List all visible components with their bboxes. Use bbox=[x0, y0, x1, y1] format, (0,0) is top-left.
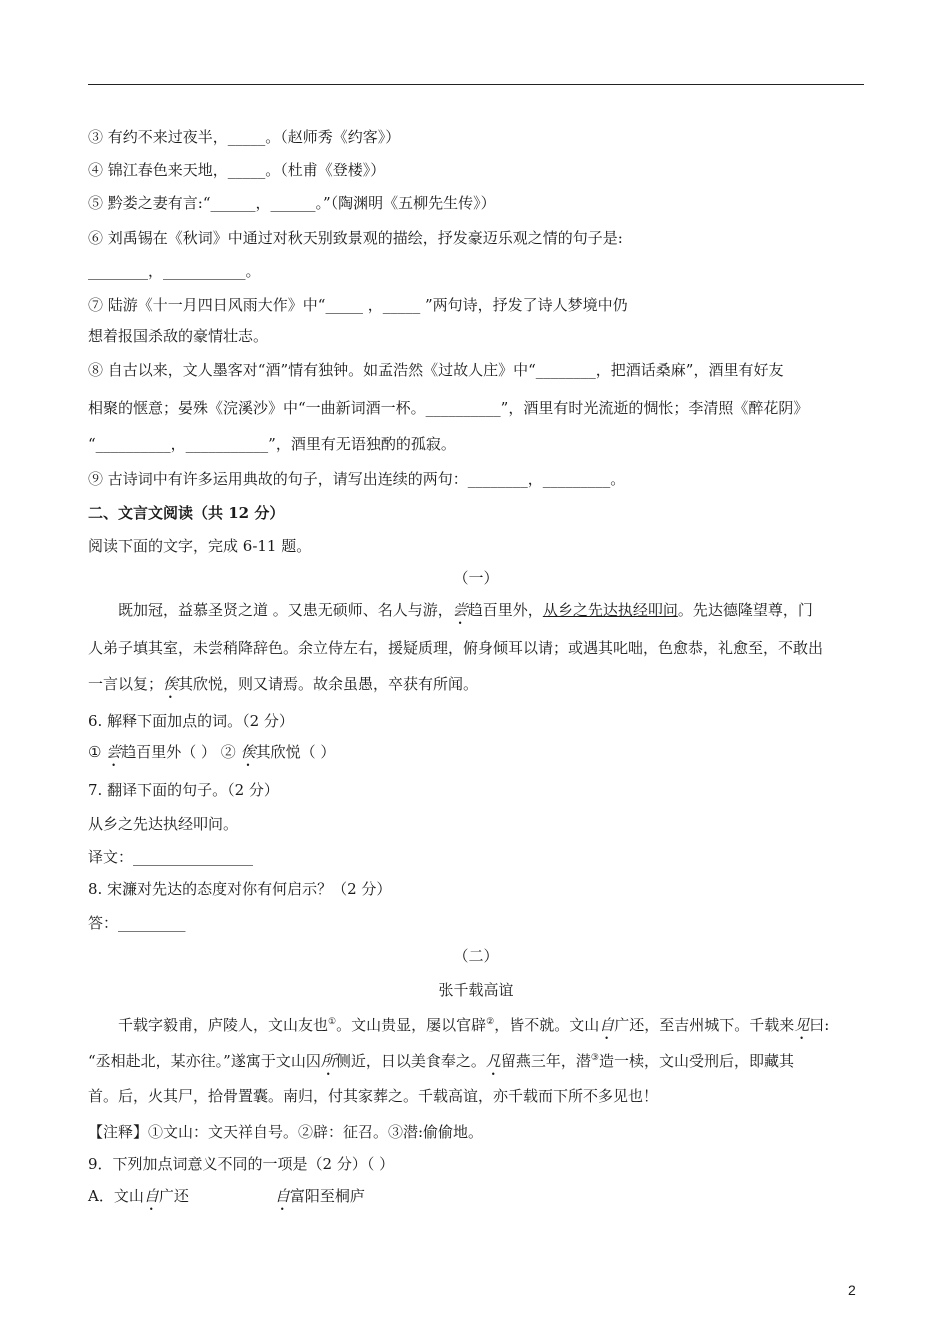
annotation-note: 【注释】①文山：文天祥自号。②辟：征召。③潜:偷偷地。 bbox=[88, 1123, 484, 1141]
blank-item-7: ⑦ 陆游《十一月四日风雨大作》中“_____ ，_____ ”两句诗，抒发了诗人梦境中仍 bbox=[88, 296, 628, 314]
question-9-option-a: A．文山自广还 自富阳至桐庐 bbox=[88, 1187, 365, 1205]
blank-item-3: ③ 有约不来过夜半，_____。（赵师秀《约客》） bbox=[88, 128, 401, 146]
blank-item-8-cont: 相聚的惬意；晏殊《浣溪沙》中“一曲新词酒一杯。__________”，酒里有时光流逝的惆怅；李清照《醉花阴》 bbox=[88, 399, 809, 417]
passage-2-heading: （二） bbox=[453, 947, 499, 965]
page-number: 2 bbox=[848, 1282, 856, 1298]
passage-2-line-3: 首。后，火其尸，拾骨置囊。南归，付其家葬之。千载高谊，亦千载而下所不多见也！ bbox=[88, 1087, 659, 1105]
question-7-sentence: 从乡之先达执经叩问。 bbox=[88, 815, 239, 833]
blank-item-7-cont: 想着报国杀敌的豪情壮志。 bbox=[88, 327, 269, 345]
question-9: 9．下列加点词意义不同的一项是（2 分）（ ） bbox=[88, 1155, 395, 1173]
question-7: 7. 翻译下面的句子。（2 分） bbox=[88, 781, 279, 799]
blank-item-8: ⑧ 自古以来，文人墨客对“酒”情有独钟。如孟浩然《过故人庄》中“________，把酒话桑麻”，酒里有好友 bbox=[88, 361, 784, 379]
blank-item-6: ⑥ 刘禹锡在《秋词》中通过对秋天别致景观的描绘，抒发豪迈乐观之情的句子是: bbox=[88, 229, 623, 247]
blank-item-9: ⑨ 古诗词中有许多运用典故的句子，请写出连续的两句：________，_________。 bbox=[88, 470, 626, 488]
question-7-answer: 译文：________________ bbox=[88, 848, 254, 866]
blank-item-4: ④ 锦江春色来天地，_____。（杜甫《登楼》） bbox=[88, 161, 386, 179]
blank-item-6-answer: ________，___________。 bbox=[88, 262, 261, 280]
section-2-instruction: 阅读下面的文字，完成 6-11 题。 bbox=[88, 537, 312, 555]
question-6-items: ① 尝趋百里外（ ） ② 俟其欣悦（ ） bbox=[88, 743, 336, 761]
passage-1-line-1: 既加冠，益慕圣贤之道 。又患无硕师、名人与游，尝趋百里外，从乡之先达执经叩问。先达德隆望尊，门 bbox=[118, 601, 813, 619]
passage-1-line-2: 人弟子填其室，未尝稍降辞色。余立侍左右，援疑质理，俯身倾耳以请；或遇其叱咄，色愈恭，礼愈至，不敢出 bbox=[88, 639, 824, 657]
passage-1-heading: （一） bbox=[453, 569, 499, 587]
question-6: 6. 解释下面加点的词。（2 分） bbox=[88, 712, 294, 730]
header-rule bbox=[88, 84, 864, 85]
question-8: 8. 宋濂对先达的态度对你有何启示？（2 分） bbox=[88, 880, 392, 898]
passage-2-line-2: “丞相赴北，某亦往。”遂寓于文山囚所侧近，日以美食奉之。凡留燕三年，潜③造一椟，文山受刑后，即藏其 bbox=[88, 1052, 794, 1070]
passage-1-line-3: 一言以复；俟其欣悦，则又请焉。故余虽愚，卒获有所闻。 bbox=[88, 675, 479, 693]
blank-item-8-cont2: “__________，___________”，酒里有无语独酌的孤寂。 bbox=[88, 435, 456, 453]
question-8-answer: 答：_________ bbox=[88, 914, 186, 932]
passage-2-title: 张千载高谊 bbox=[438, 981, 514, 999]
section-2-heading: 二、文言文阅读（共 12 分） bbox=[88, 504, 285, 522]
blank-item-5: ⑤ 黔娄之妻有言:“______，______。”（陶渊明《五柳先生传》） bbox=[88, 194, 496, 212]
passage-2-line-1: 千载字毅甫，庐陵人，文山友也①。文山贵显，屡以官辟②，皆不就。文山自广还，至吉州城下。千载来见曰: bbox=[118, 1016, 830, 1034]
